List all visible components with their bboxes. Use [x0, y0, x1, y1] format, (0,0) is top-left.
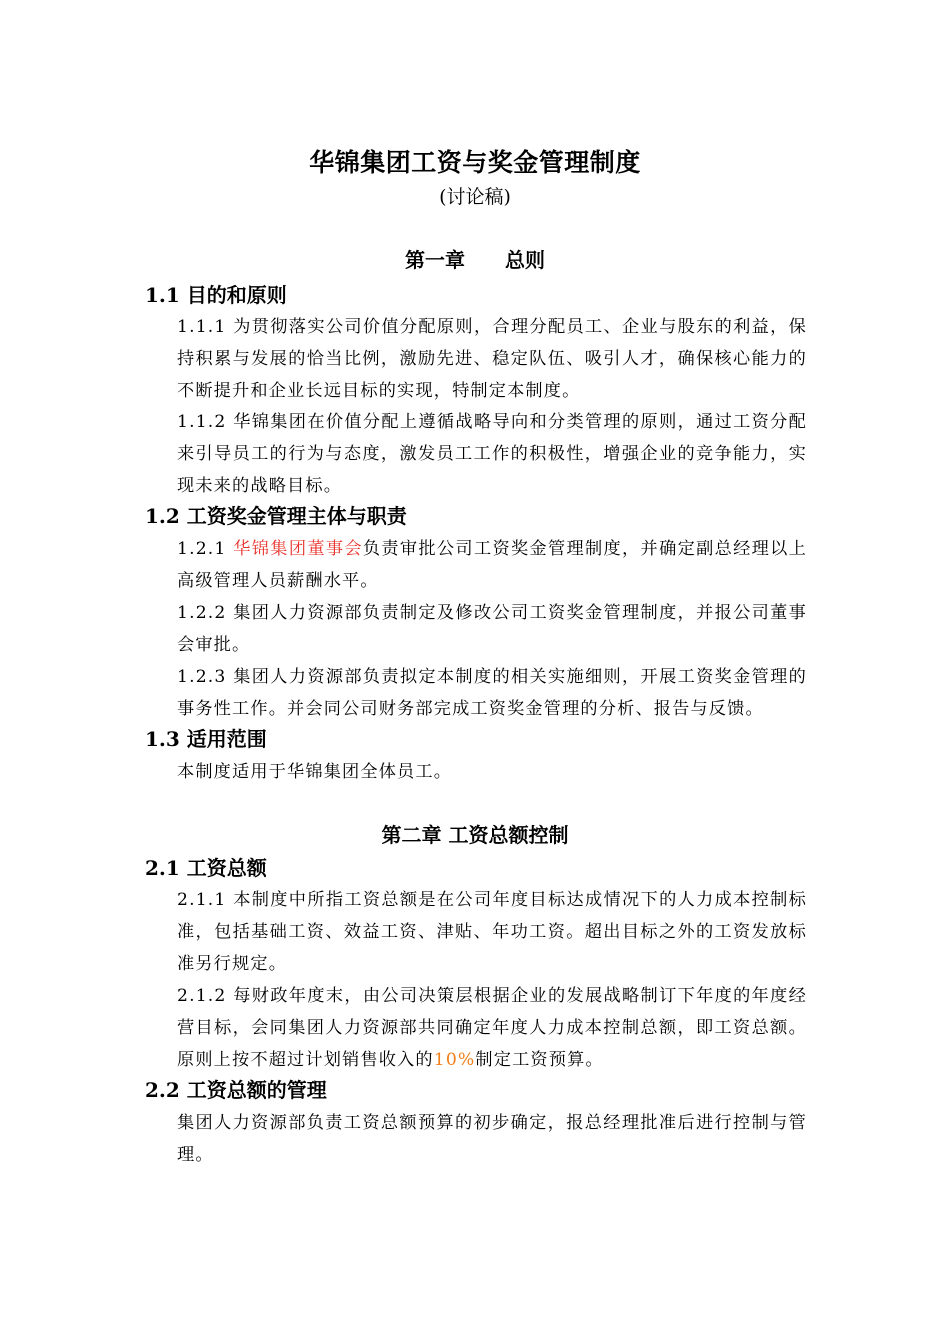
highlight-percentage: 10% — [433, 1050, 476, 1070]
paragraph-1-1-1: 1.1.1 为贯彻落实公司价值分配原则，合理分配员工、企业与股东的利益，保持积累与发展的恰当比例，激励先进、稳定队伍、吸引人才，确保核心能力的不断提升和企业长远目标的实现，特制定本制度。 — [177, 317, 807, 401]
paragraph-2-1-2 — [177, 980, 807, 1076]
section-1-3-heading: 1.3 适用范围 — [145, 727, 267, 751]
paragraph-2-2-1: 集团人力资源部负责工资总额预算的初步确定，报总经理批准后进行控制与管理。 — [177, 1113, 807, 1165]
paragraph-1-2-1-prefix: 1.2.1 — [177, 539, 234, 559]
paragraph-1-2-2: 1.2.2 集团人力资源部负责制定及修改公司工资奖金管理制度，并报公司董事会审批。 — [177, 603, 807, 655]
chapter-1-heading: 第一章 总则 — [405, 248, 545, 272]
paragraph-1-1-2: 1.1.2 华锦集团在价值分配上遵循战略导向和分类管理的原则，通过工资分配来引导员工的行为与态度，激发员工工作的积极性，增强企业的竞争能力，实现未来的战略目标。 — [177, 412, 807, 496]
highlight-board-of-directors: 华锦集团董事会 — [233, 539, 363, 559]
section-2-1-heading: 2.1 工资总额 — [145, 856, 267, 880]
document-title: 华锦集团工资与奖金管理制度 — [309, 148, 641, 177]
section-1-1-heading: 1.1 目的和原则 — [145, 283, 287, 307]
section-2-2-heading: 2.2 工资总额的管理 — [145, 1078, 327, 1102]
paragraph-2-1-1: 2.1.1 本制度中所指工资总额是在公司年度目标达成情况下的人力成本控制标准，包括基础工资、效益工资、津贴、年功工资。超出目标之外的工资发放标准另行规定。 — [177, 890, 807, 974]
document-subtitle: (讨论稿) — [439, 186, 511, 208]
chapter-2-heading: 第二章 工资总额控制 — [381, 823, 569, 847]
paragraph-1-2-1 — [177, 533, 807, 597]
paragraph-1-2-1-rest: 负责审批公司工资奖金管理制度，并确定副总经理以上高级管理人员薪酬水平。 — [177, 539, 807, 591]
paragraph-2-1-2-prefix: 2.1.2 每财政年度末，由公司决策层根据企业的发展战略制订下年度的年度经营目标，会同集团人力资源部共同确定年度人力成本控制总额，即工资总额。原则上按不超过计划销售收入的 — [177, 986, 807, 1070]
section-1-2-heading: 1.2 工资奖金管理主体与职责 — [145, 504, 407, 528]
paragraph-1-2-3: 1.2.3 集团人力资源部负责拟定本制度的相关实施细则，开展工资奖金管理的事务性工作。并会同公司财务部完成工资奖金管理的分析、报告与反馈。 — [177, 667, 807, 719]
paragraph-1-3-1: 本制度适用于华锦集团全体员工。 — [177, 762, 453, 782]
paragraph-2-1-2-rest: 制定工资预算。 — [475, 1050, 604, 1070]
